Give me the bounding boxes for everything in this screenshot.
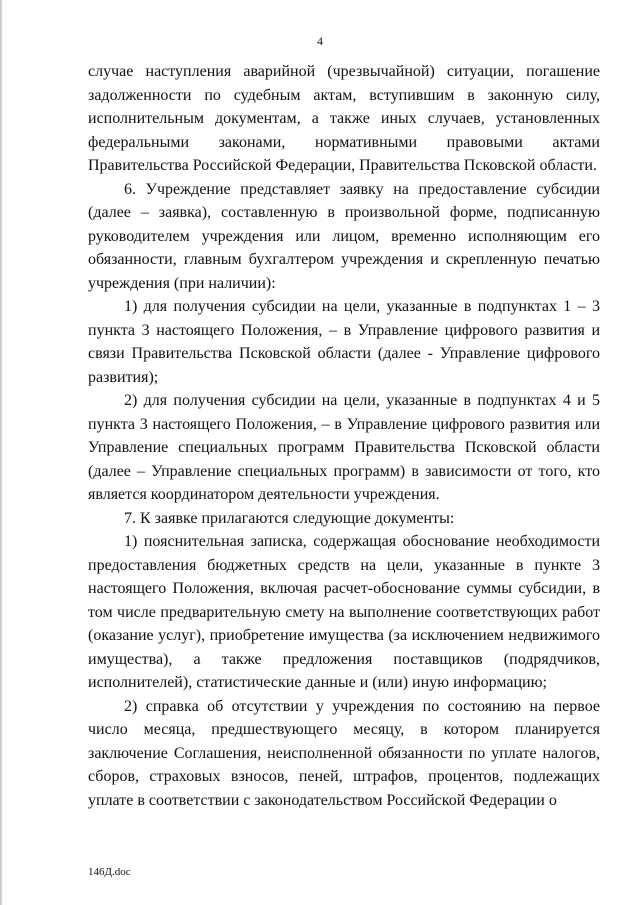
document-body [88,60,600,812]
paragraph-item-7-2: 2) справка об отсутствии у учреждения по состоянию на первое число месяца, предшествующего месяцу, в котором планируется заключение Соглашения, неисполненной обязанности по уплате налогов, сборов, страховых взносов, пеней, штрафов, процентов, подлежащих уплате в соответствии с законодательством Российской Федерации о [88,697,600,809]
paragraph-item-7: 7. К заявке прилагаются следующие документы: [124,509,455,527]
paragraph-item-6: 6. Учреждение представляет заявку на предоставление субсидии (далее – заявка), составленную в произвольной форме, подписанную руководителем учреждения или лицом, временно исполняющим его обязанности, главным бухгалтером учреждения и скрепленную печатью учреждения (при наличии): [88,180,600,292]
footer-filename: 146Д.doc [88,866,131,878]
paragraph-item-7-1: 1) пояснительная записка, содержащая обоснование необходимости предоставления бюджетных средств на цели, указанные в пункте 3 настоящего Положения, включая расчет-обоснование суммы субсидии, в том числе предварительную смету на выполнение соответствующих работ (оказание услуг), приобретение имущества (за исключением недвижимого имущества), а также предложения поставщиков (подрядчиков, исполнителей), статистические данные и (или) иную информацию; [88,533,600,691]
paragraph-continuation: случае наступления аварийной (чрезвычайной) ситуации, погашение задолженности по судебным актам, вступившим в законную силу, исполнительным документам, а также иных случаев, установленных федеральными законами, нормативными правовыми актами Правительства Российской Федерации, Правительства Псковской области. [88,63,600,174]
page-number: 4 [317,34,323,48]
paragraph-item-6-1: 1) для получения субсидии на цели, указанные в подпунктах 1 – 3 пункта 3 настоящего Положения, – в Управление цифрового развития и связи Правительства Псковской области (далее - Управление цифрового развития); [88,298,600,386]
paragraph-item-6-2: 2) для получения субсидии на цели, указанные в подпунктах 4 и 5 пункта 3 настоящего Положения, – в Управление цифрового развития или Управление специальных программ Правительства Псковской области (далее – Управление специальных программ) в зависимости от того, кто является координатором деятельности учреждения. [88,392,600,503]
page-edge-shadow [0,0,3,905]
